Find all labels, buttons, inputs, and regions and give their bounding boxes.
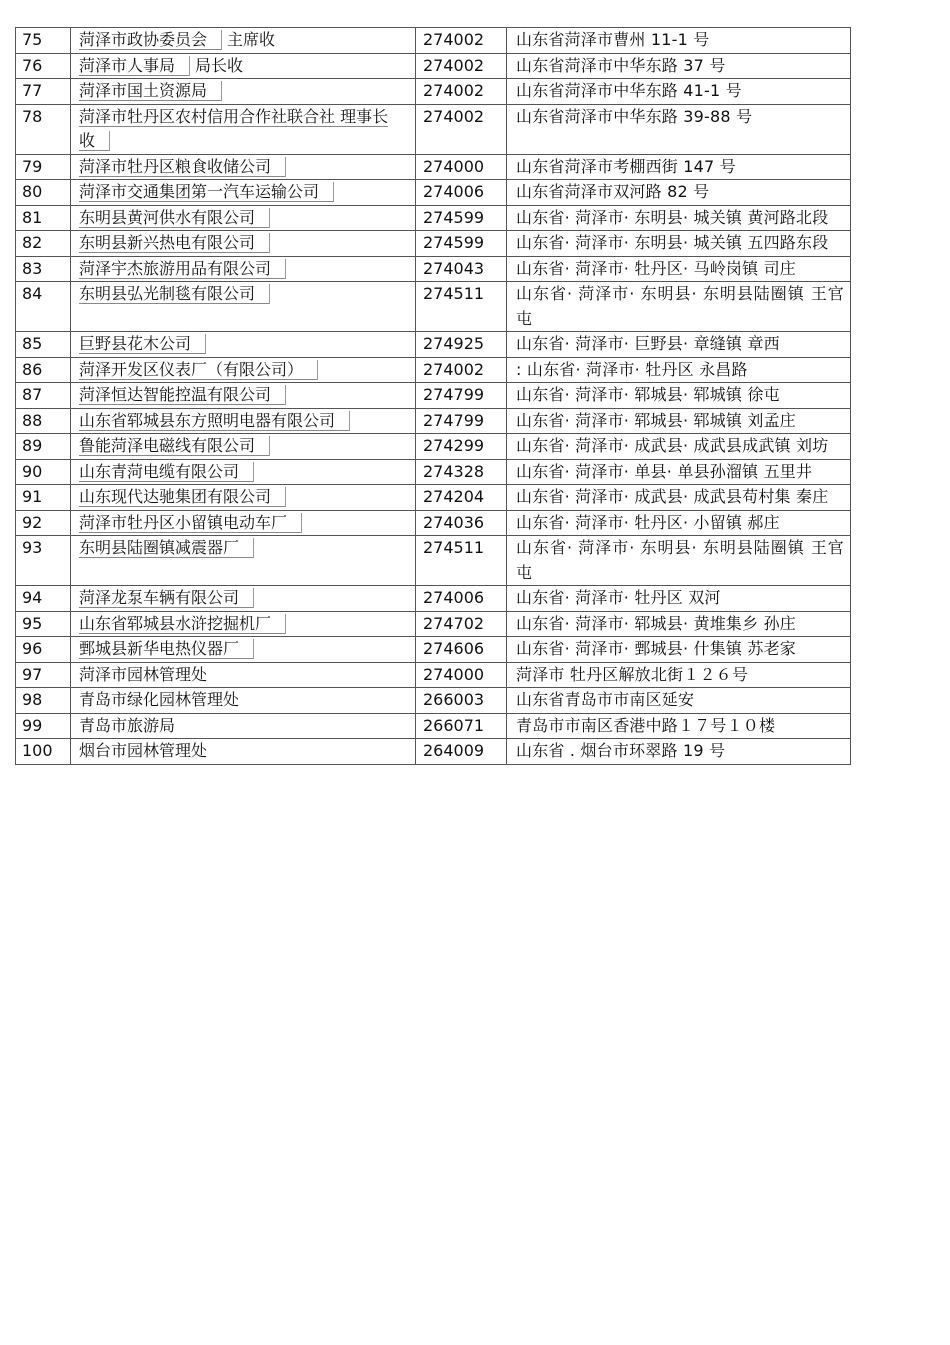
organization-name-text: 菏泽龙泵车辆有限公司: [79, 588, 253, 608]
postal-code: 274002: [416, 79, 507, 105]
row-number: 80: [16, 180, 71, 206]
mailing-address: : 山东省· 菏泽市· 牡丹区 永昌路: [507, 357, 851, 383]
mailing-address: 山东省菏泽市考棚西街 147 号: [507, 154, 851, 180]
row-number: 95: [16, 611, 71, 637]
postal-code: 274599: [416, 231, 507, 257]
organization-name: [71, 282, 416, 332]
mailing-address: 山东省菏泽市双河路 82 号: [507, 180, 851, 206]
table-row: [16, 434, 851, 460]
table-row: [16, 53, 851, 79]
postal-code: 274299: [416, 434, 507, 460]
mailing-address: 山东省 . 烟台市环翠路 19 号: [507, 739, 851, 765]
organization-name-text: 鄄城县新华电热仪器厂: [79, 639, 253, 659]
organization-name-text: 菏泽恒达智能控温有限公司: [79, 385, 285, 405]
row-number: 86: [16, 357, 71, 383]
row-number: 97: [16, 662, 71, 688]
row-number: 98: [16, 688, 71, 714]
postal-code: 274000: [416, 662, 507, 688]
table-row: [16, 282, 851, 332]
table-row: [16, 357, 851, 383]
organization-name: [71, 357, 416, 383]
organization-name: [71, 154, 416, 180]
table-row: [16, 180, 851, 206]
postal-code: 274002: [416, 28, 507, 54]
table-row: [16, 79, 851, 105]
organization-name-text: 菏泽宇杰旅游用品有限公司: [79, 259, 285, 279]
organization-name-suffix: 局长收: [195, 55, 244, 75]
row-number: 76: [16, 53, 71, 79]
row-number: 91: [16, 485, 71, 511]
table-row: [16, 536, 851, 586]
postal-code: 274204: [416, 485, 507, 511]
organization-name-text: 东明县黄河供水有限公司: [79, 208, 269, 228]
organization-name-text: 菏泽市园林管理处: [79, 664, 208, 684]
row-number: 99: [16, 713, 71, 739]
organization-name-text: 青岛市绿化园林管理处: [79, 690, 240, 709]
postal-code: 274043: [416, 256, 507, 282]
organization-name-text: 菏泽开发区仪表厂（有限公司）: [79, 360, 317, 380]
row-number: 75: [16, 28, 71, 54]
row-number: 87: [16, 383, 71, 409]
organization-name-text: 烟台市园林管理处: [79, 741, 208, 760]
organization-name-text: 菏泽市人事局: [79, 56, 189, 76]
mailing-address: 山东省· 菏泽市· 东明县· 东明县陆圈镇 王官屯: [507, 536, 851, 586]
mailing-address: 山东省· 菏泽市· 单县· 单县孙溜镇 五里井: [507, 459, 851, 485]
organization-name: [71, 79, 416, 105]
table-row: [16, 688, 851, 714]
organization-name: [71, 205, 416, 231]
postal-code: 274006: [416, 586, 507, 612]
organization-name: [71, 586, 416, 612]
organization-name: [71, 408, 416, 434]
table-row: [16, 205, 851, 231]
postal-code: 274599: [416, 205, 507, 231]
row-number: 84: [16, 282, 71, 332]
table-row: [16, 611, 851, 637]
organization-name: [71, 53, 416, 79]
organization-name: [71, 383, 416, 409]
row-number: 89: [16, 434, 71, 460]
row-number: 77: [16, 79, 71, 105]
table-row: [16, 739, 851, 765]
organization-name-text: 菏泽市牡丹区小留镇电动车厂: [79, 513, 301, 533]
organization-name: [71, 104, 416, 154]
row-number: 88: [16, 408, 71, 434]
row-number: 81: [16, 205, 71, 231]
table-row: [16, 332, 851, 358]
postal-code: 266071: [416, 713, 507, 739]
postal-code: 266003: [416, 688, 507, 714]
organization-name-text: 东明县弘光制毯有限公司: [79, 284, 269, 304]
mailing-address: 山东省· 菏泽市· 东明县· 城关镇 五四路东段: [507, 231, 851, 257]
mailing-address: 山东省· 菏泽市· 郓城县· 黄堆集乡 孙庄: [507, 611, 851, 637]
mailing-address: 青岛市市南区香港中路１７号１０楼: [507, 713, 851, 739]
organization-name-text: 鲁能菏泽电磁线有限公司: [79, 436, 269, 456]
organization-name-text: 东明县陆圈镇减震器厂: [79, 538, 253, 558]
postal-code: 264009: [416, 739, 507, 765]
row-number: 93: [16, 536, 71, 586]
organization-name-text: 菏泽市牡丹区农村信用合作社联合社 理事长收: [79, 106, 389, 150]
postal-code: 274511: [416, 282, 507, 332]
mailing-address: 山东省· 菏泽市· 郓城县· 郓城镇 刘孟庄: [507, 408, 851, 434]
organization-name: [71, 739, 416, 765]
row-number: 94: [16, 586, 71, 612]
table-row: [16, 28, 851, 54]
organization-name-text: 山东青菏电缆有限公司: [79, 462, 253, 482]
table-row: [16, 662, 851, 688]
postal-code: 274002: [416, 104, 507, 154]
mailing-address: 山东省· 菏泽市· 东明县· 东明县陆圈镇 王官屯: [507, 282, 851, 332]
mailing-address: 山东省· 菏泽市· 东明县· 城关镇 黄河路北段: [507, 205, 851, 231]
address-table: [15, 27, 851, 765]
row-number: 85: [16, 332, 71, 358]
row-number: 92: [16, 510, 71, 536]
table-row: [16, 485, 851, 511]
row-number: 78: [16, 104, 71, 154]
organization-name: [71, 510, 416, 536]
table-row: [16, 256, 851, 282]
table-row: [16, 510, 851, 536]
table-row: [16, 408, 851, 434]
row-number: 100: [16, 739, 71, 765]
organization-name: [71, 611, 416, 637]
organization-name-text: 菏泽市国土资源局: [79, 81, 221, 101]
organization-name: [71, 180, 416, 206]
postal-code: 274002: [416, 357, 507, 383]
mailing-address: 山东省· 菏泽市· 鄄城县· 什集镇 苏老家: [507, 637, 851, 663]
mailing-address: 山东省· 菏泽市· 成武县· 成武县苟村集 秦庄: [507, 485, 851, 511]
mailing-address: 山东省· 菏泽市· 牡丹区· 小留镇 郝庄: [507, 510, 851, 536]
postal-code: 274328: [416, 459, 507, 485]
mailing-address: 山东省· 菏泽市· 成武县· 成武县成武镇 刘坊: [507, 434, 851, 460]
table-row: [16, 104, 851, 154]
mailing-address: 山东省菏泽市曹州 11-1 号: [507, 28, 851, 54]
mailing-address: 山东省菏泽市中华东路 37 号: [507, 53, 851, 79]
mailing-address: 山东省青岛市市南区延安: [507, 688, 851, 714]
postal-code: 274511: [416, 536, 507, 586]
organization-name: [71, 256, 416, 282]
table-row: [16, 231, 851, 257]
organization-name-text: 东明县新兴热电有限公司: [79, 233, 269, 253]
organization-name-text: 山东省郓城县水浒挖掘机厂: [79, 614, 285, 634]
postal-code: 274002: [416, 53, 507, 79]
postal-code: 274006: [416, 180, 507, 206]
row-number: 90: [16, 459, 71, 485]
organization-name: [71, 332, 416, 358]
organization-name: [71, 28, 416, 54]
row-number: 79: [16, 154, 71, 180]
table-row: [16, 383, 851, 409]
organization-name-text: 山东省郓城县东方照明电器有限公司: [79, 411, 349, 431]
mailing-address: 山东省菏泽市中华东路 41-1 号: [507, 79, 851, 105]
organization-name-text: 菏泽市牡丹区粮食收储公司: [79, 157, 285, 177]
row-number: 96: [16, 637, 71, 663]
table-row: [16, 586, 851, 612]
organization-name: [71, 485, 416, 511]
postal-code: 274799: [416, 383, 507, 409]
organization-name-text: 菏泽市政协委员会: [79, 30, 221, 50]
organization-name-text: 菏泽市交通集团第一汽车运输公司: [79, 182, 333, 202]
postal-code: 274606: [416, 637, 507, 663]
postal-code: 274000: [416, 154, 507, 180]
organization-name: [71, 713, 416, 739]
row-number: 82: [16, 231, 71, 257]
organization-name: [71, 688, 416, 714]
organization-name: [71, 231, 416, 257]
postal-code: 274702: [416, 611, 507, 637]
table-row: [16, 459, 851, 485]
organization-name: [71, 536, 416, 586]
organization-name-text: 青岛市旅游局: [79, 715, 176, 735]
organization-name-text: 巨野县花木公司: [79, 334, 205, 354]
table-row: [16, 154, 851, 180]
row-number: 83: [16, 256, 71, 282]
organization-name: [71, 459, 416, 485]
organization-name-text: 山东现代达驰集团有限公司: [79, 487, 285, 507]
table-row: [16, 637, 851, 663]
mailing-address: 山东省· 菏泽市· 郓城县· 郓城镇 徐屯: [507, 383, 851, 409]
table-body: [16, 28, 851, 765]
postal-code: 274036: [416, 510, 507, 536]
mailing-address: 山东省菏泽市中华东路 39-88 号: [507, 104, 851, 154]
table-row: [16, 713, 851, 739]
mailing-address: 山东省· 菏泽市· 牡丹区 双河: [507, 586, 851, 612]
mailing-address: 山东省· 菏泽市· 巨野县· 章缝镇 章西: [507, 332, 851, 358]
organization-name-suffix: 主席收: [227, 30, 276, 49]
organization-name: [71, 637, 416, 663]
postal-code: 274799: [416, 408, 507, 434]
mailing-address: 山东省· 菏泽市· 牡丹区· 马岭岗镇 司庄: [507, 256, 851, 282]
organization-name: [71, 662, 416, 688]
mailing-address: 菏泽市 牡丹区解放北街１２６号: [507, 662, 851, 688]
postal-code: 274925: [416, 332, 507, 358]
organization-name: [71, 434, 416, 460]
